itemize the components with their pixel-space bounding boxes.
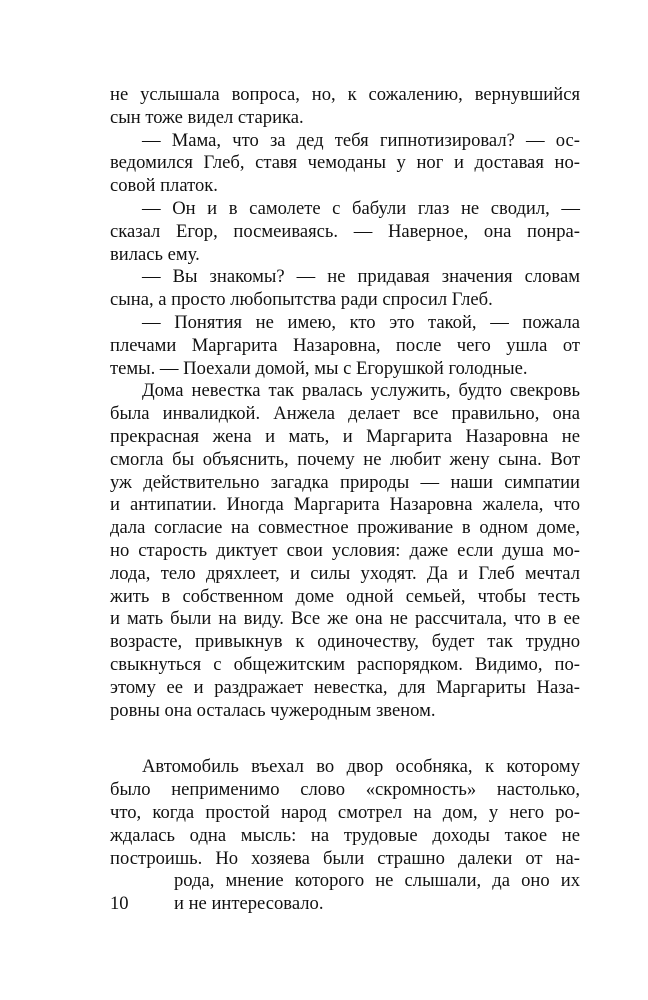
text-line: построишь. Но хозяева были страшно далеки от на- (110, 847, 580, 869)
text-line: Дома невестка так рвалась услужить, будто свекровь (142, 380, 580, 402)
text-line: ждалась одна мысль: на трудовые доходы такое не (110, 824, 580, 846)
text-line: уж действительно загадка природы — наши симпатии (110, 471, 580, 493)
text-line: плечами Маргарита Назаровна, после чего ушла от (110, 334, 580, 356)
text-line: что, когда простой народ смотрел на дом, у него ро- (110, 801, 580, 823)
text-line: — Он и в самолете с бабули глаз не сводил, — (142, 197, 580, 219)
text-line: — Вы знакомы? — не придавая значения словам (142, 266, 580, 288)
text-line: — Понятия не имею, кто это такой, — пожала (142, 311, 580, 333)
text-line: ведомился Глеб, ставя чемоданы у ног и доставая но- (110, 152, 580, 174)
text-line: сказал Егор, посмеиваясь. — Наверное, она понра- (110, 220, 580, 242)
text-line: не услышала вопроса, но, к сожалению, вернувшийся (110, 84, 580, 105)
text-line: темы. — Поехали домой, мы с Егорушкой голодные. (110, 357, 528, 379)
text-line: дала согласие на совместное проживание в одном доме, (110, 517, 580, 539)
section-break (110, 722, 580, 756)
text-line: Автомобиль въехал во двор особняка, к которому (142, 756, 580, 778)
text-line: ровны она осталась чужеродным звеном. (110, 699, 436, 721)
text-line: — Мама, что за дед тебя гипнотизировал? — ос- (142, 129, 580, 151)
text-line: этому ее и раздражает невестка, для Маргариты Наза- (110, 676, 580, 698)
page-number: 10 (110, 893, 129, 915)
text-line: сын тоже видел старика. (110, 106, 304, 128)
text-line: и мать были на виду. Все же она не рассчитала, что в ее (110, 608, 580, 630)
text-line: свыкнуться с общежитским распорядком. Видимо, по- (110, 653, 580, 675)
text-line: но старость диктует свои условия: даже если душа мо- (110, 539, 580, 561)
text-line: возрасте, привыкнув к одиночеству, будет так трудно (110, 631, 580, 653)
text-line: сына, а просто любопытства ради спросил Глеб. (110, 289, 493, 311)
body-text (110, 84, 580, 916)
text-line: и антипатии. Иногда Маргарита Назаровна жалела, что (110, 494, 580, 516)
footer-row (110, 893, 580, 916)
text-line: лода, тело дряхлеет, и силы уходят. Да и Глеб мечтал (110, 562, 580, 584)
text-line: было неприменимо слово «скромность» настолько, (110, 779, 580, 801)
text-line: совой платок. (110, 175, 218, 197)
text-line: прекрасная жена и мать, и Маргарита Назаровна не (110, 425, 580, 447)
text-line: жить в собственном доме одной семьей, чтобы тесть (110, 585, 580, 607)
text-line: была инвалидкой. Анжела делает все правильно, она (110, 403, 580, 425)
text-line: смогла бы объяснить, почему не любит жену сына. Вот (110, 448, 580, 470)
text-line: рода, мнение которого не слышали, да оно их (174, 870, 580, 892)
text-line: и не интересовало. (174, 893, 324, 915)
text-line: вилась ему. (110, 243, 200, 265)
